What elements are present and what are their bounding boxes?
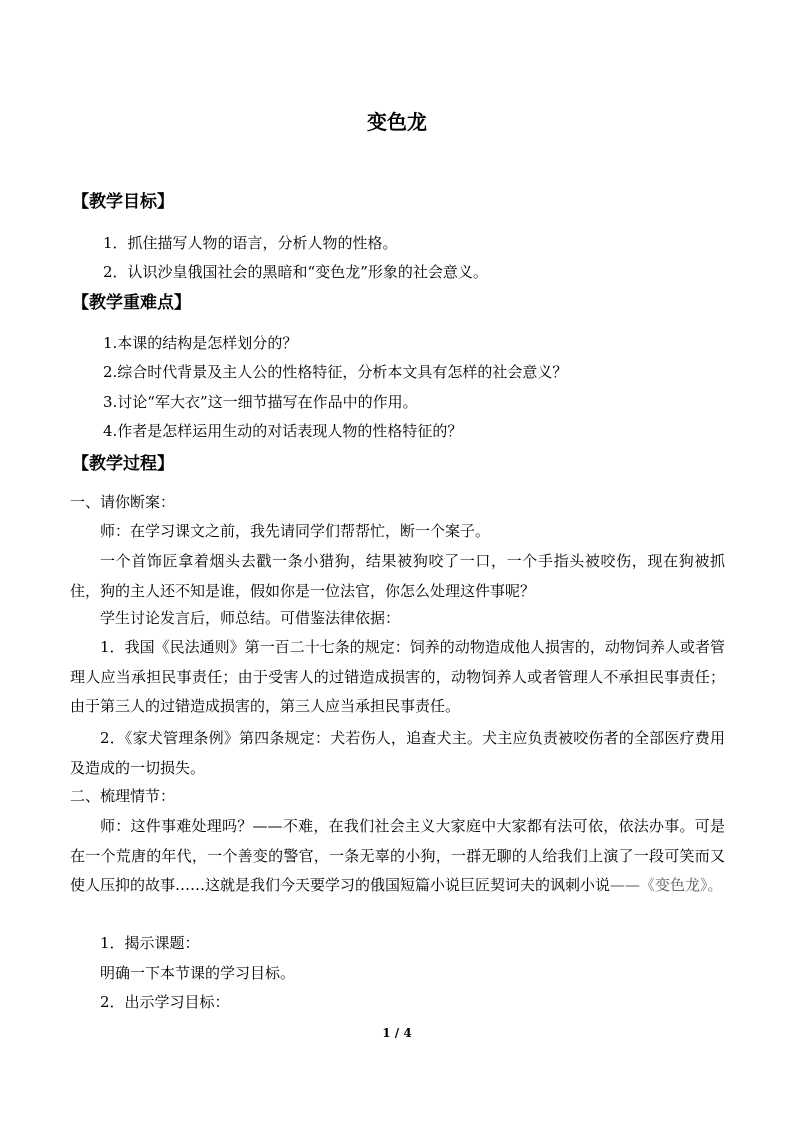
part2-step-1-text: 明确一下本节课的学习目标。 xyxy=(100,964,296,982)
key-point-item-3: 3.讨论“军大衣”这一细节描写在作品中的作用。 xyxy=(103,393,418,411)
objectives-heading: 【教学目标】 xyxy=(72,192,174,212)
part2-step-2: 2．出示学习目标： xyxy=(100,993,230,1011)
key-point-item-1: 1.本课的结构是怎样划分的？ xyxy=(103,334,298,352)
part2-teacher-tail: ——《变色龙》。 xyxy=(610,876,723,894)
part1-summary: 学生讨论发言后，师总结。可借鉴法律依据： xyxy=(100,609,401,627)
process-heading: 【教学过程】 xyxy=(72,454,174,474)
part2-step-1: 1．揭示课题： xyxy=(100,934,200,952)
part2-teacher xyxy=(70,812,725,901)
part2-title: 二、梳理情节： xyxy=(70,787,176,805)
key-points-heading: 【教学重难点】 xyxy=(72,293,191,313)
objective-item-2: 2．认识沙皇俄国社会的黑暗和“变色龙”形象的社会意义。 xyxy=(103,263,488,281)
part1-case: 一个首饰匠拿着烟头去戳一条小猎狗，结果被狗咬了一口，一个手指头被咬伤，现在狗被抓住，狗的主人还不知是谁，假如你是一位法官，你怎么处理这件事呢？ xyxy=(70,552,725,600)
key-point-item-4: 4.作者是怎样运用生动的对话表现人物的性格特征的？ xyxy=(103,422,463,440)
page-number: 1 / 4 xyxy=(382,1026,412,1040)
part1-law-1: 1．我国《民法通则》第一百二十七条的规定：饲养的动物造成他人损害的，动物饲养人或者管理人应当承担民事责任；由于受害人的过错造成损害的，动物饲养人或者管理人不承担民事责任；由于第三人的过错造成损害的，第三人应当承担民事责任。 xyxy=(70,638,725,715)
objective-item-1: 1．抓住描写人物的语言，分析人物的性格。 xyxy=(103,234,398,252)
document-title: 变色龙 xyxy=(367,110,427,134)
part2-teacher-main: 师：这件事难处理吗？——不难，在我们社会主义大家庭中大家都有法可依，依法办事。可是在一个荒唐的年代，一个善变的警官，一条无辜的小狗，一群无聊的人给我们上演了一段可笑而又使人压抑的故事……这就是我们今天要学习的俄国短篇小说巨匠契诃夫的讽刺小说 xyxy=(70,817,725,894)
part1-title: 一、请你断案： xyxy=(70,493,176,511)
key-point-item-2: 2.综合时代背景及主人公的性格特征，分析本文具有怎样的社会意义？ xyxy=(103,363,568,381)
part1-law-2: 2．《家犬管理条例》第四条规定：犬若伤人，追查犬主。犬主应负责被咬伤者的全部医疗费用及造成的一切损失。 xyxy=(70,729,725,777)
part1-teacher: 师：在学习课文之前，我先请同学们帮帮忙，断一个案子。 xyxy=(100,522,491,540)
